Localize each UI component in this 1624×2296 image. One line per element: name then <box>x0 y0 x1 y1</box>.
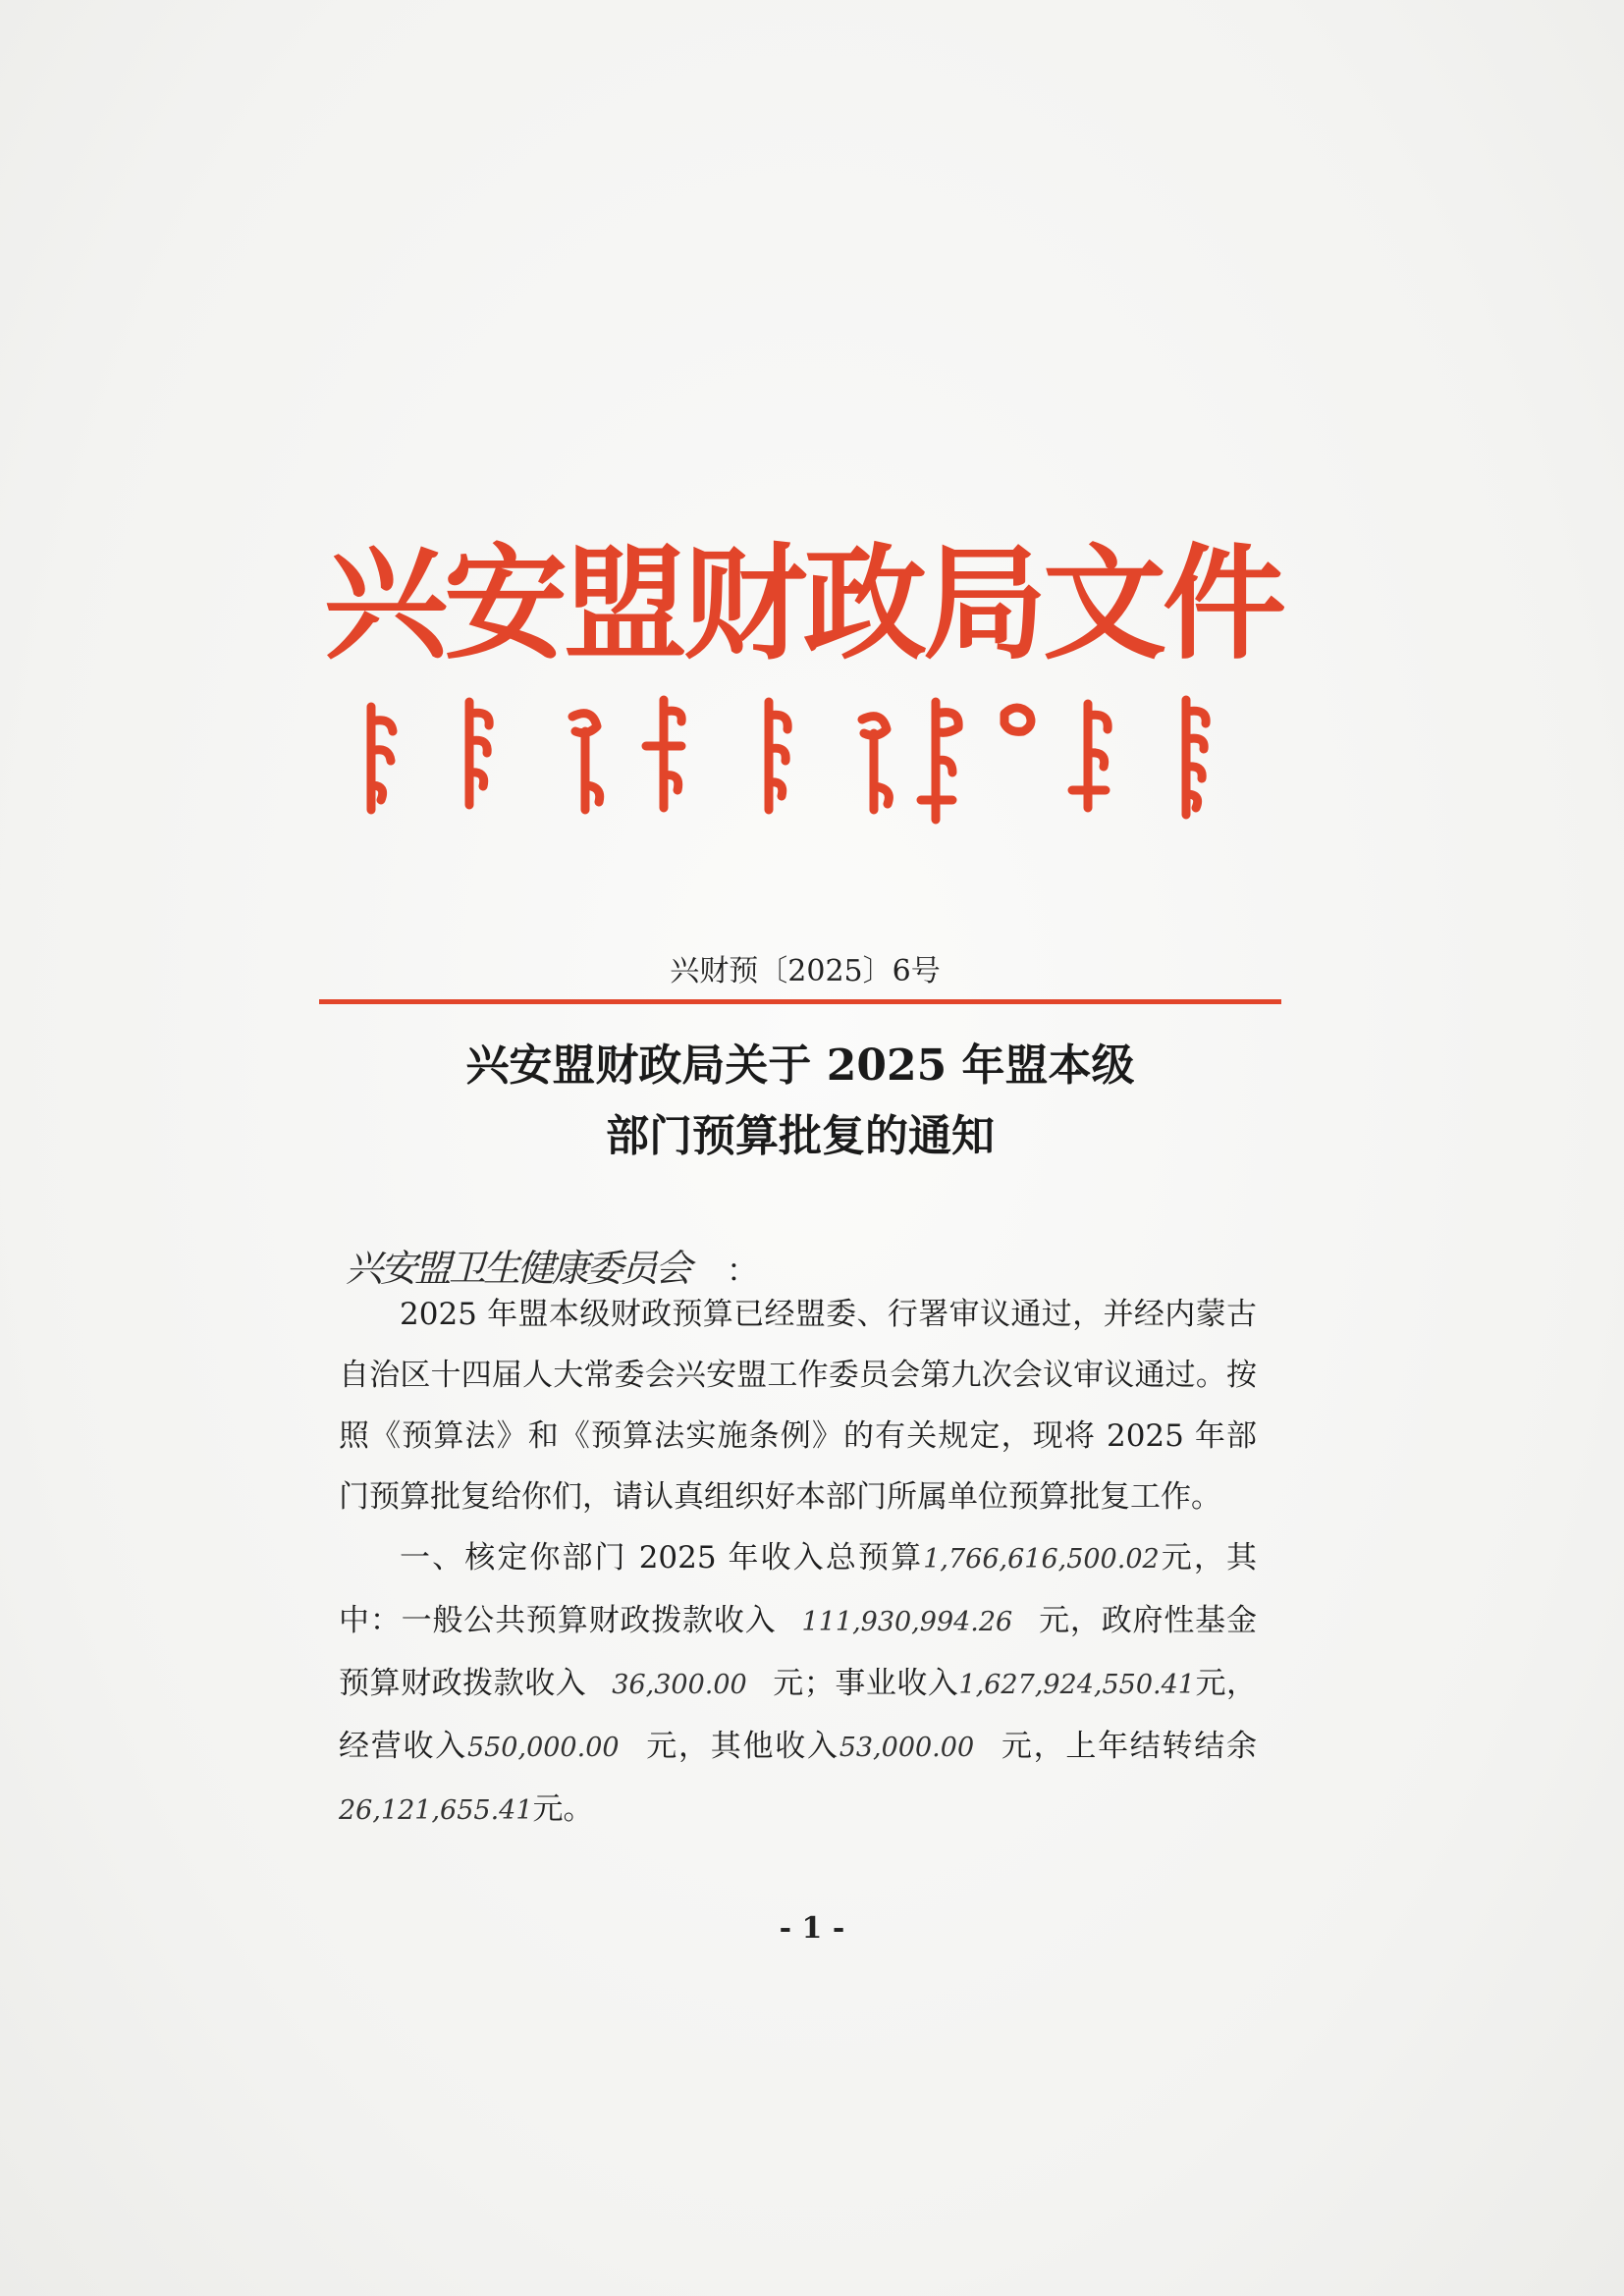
title-line-1: 兴安盟财政局关于 2025 年盟本级 <box>465 1041 1135 1091</box>
p2-text-3: 元，政府性基金预算财政拨款收入 <box>339 1603 1258 1701</box>
p2-text-6: 元，其他收入 <box>644 1729 839 1764</box>
handwritten-general-budget: 111,930,994.26 <box>801 1607 1013 1637</box>
handwritten-carryover: 26,121,655.41 <box>339 1795 533 1826</box>
p2-text-4: 元；事业收入 <box>772 1666 959 1701</box>
paragraph-1: 2025 年盟本级财政预算已经盟委、行署审议通过，并经内蒙古自治区十四届人大常委会兴安盟工作委员会第九次会议审议通过。按照《预算法》和《预算法实施条例》的有关规定，现将 2025 年部门预算批复给你们，请认真组织好本部门所属单位预算批复工作。 <box>339 1297 1257 1515</box>
addressee-colon: ： <box>727 1252 759 1289</box>
p2-text-5: 元，经营收入 <box>339 1666 1258 1764</box>
p2-text-7: 元，上年结转结余 <box>1000 1729 1258 1764</box>
p2-text-2: 元，其中：一般公共预算财政拨款收入 <box>339 1540 1257 1638</box>
handwritten-operating-income: 550,000.00 <box>466 1733 620 1763</box>
handwritten-business-income: 1,627,924,550.41 <box>958 1670 1195 1700</box>
body-text <box>339 1284 1257 1842</box>
page-number: - 1 - <box>779 1911 845 1946</box>
document-title <box>353 1031 1247 1172</box>
title-line-2: 部门预算批复的通知 <box>606 1111 995 1161</box>
p2-text-1: 一、核定你部门 2025 年收入总预算 <box>400 1540 924 1575</box>
p2-text-8: 元。 <box>532 1791 594 1827</box>
document-number: 兴财预〔2025〕6号 <box>670 954 941 988</box>
red-divider-line <box>319 999 1281 1004</box>
handwritten-fund-budget: 36,300.00 <box>612 1670 747 1700</box>
handwritten-other-income: 53,000.00 <box>839 1733 975 1763</box>
paragraph-2 <box>339 1527 1257 1842</box>
handwritten-total-budget: 1,766,616,500.02 <box>923 1544 1160 1575</box>
mongolian-script-header <box>352 692 1235 829</box>
document-header-title: 兴安盟财政局文件 <box>324 531 1282 676</box>
handwritten-addressee: 兴安盟卫生健康委员会 <box>346 1247 690 1290</box>
